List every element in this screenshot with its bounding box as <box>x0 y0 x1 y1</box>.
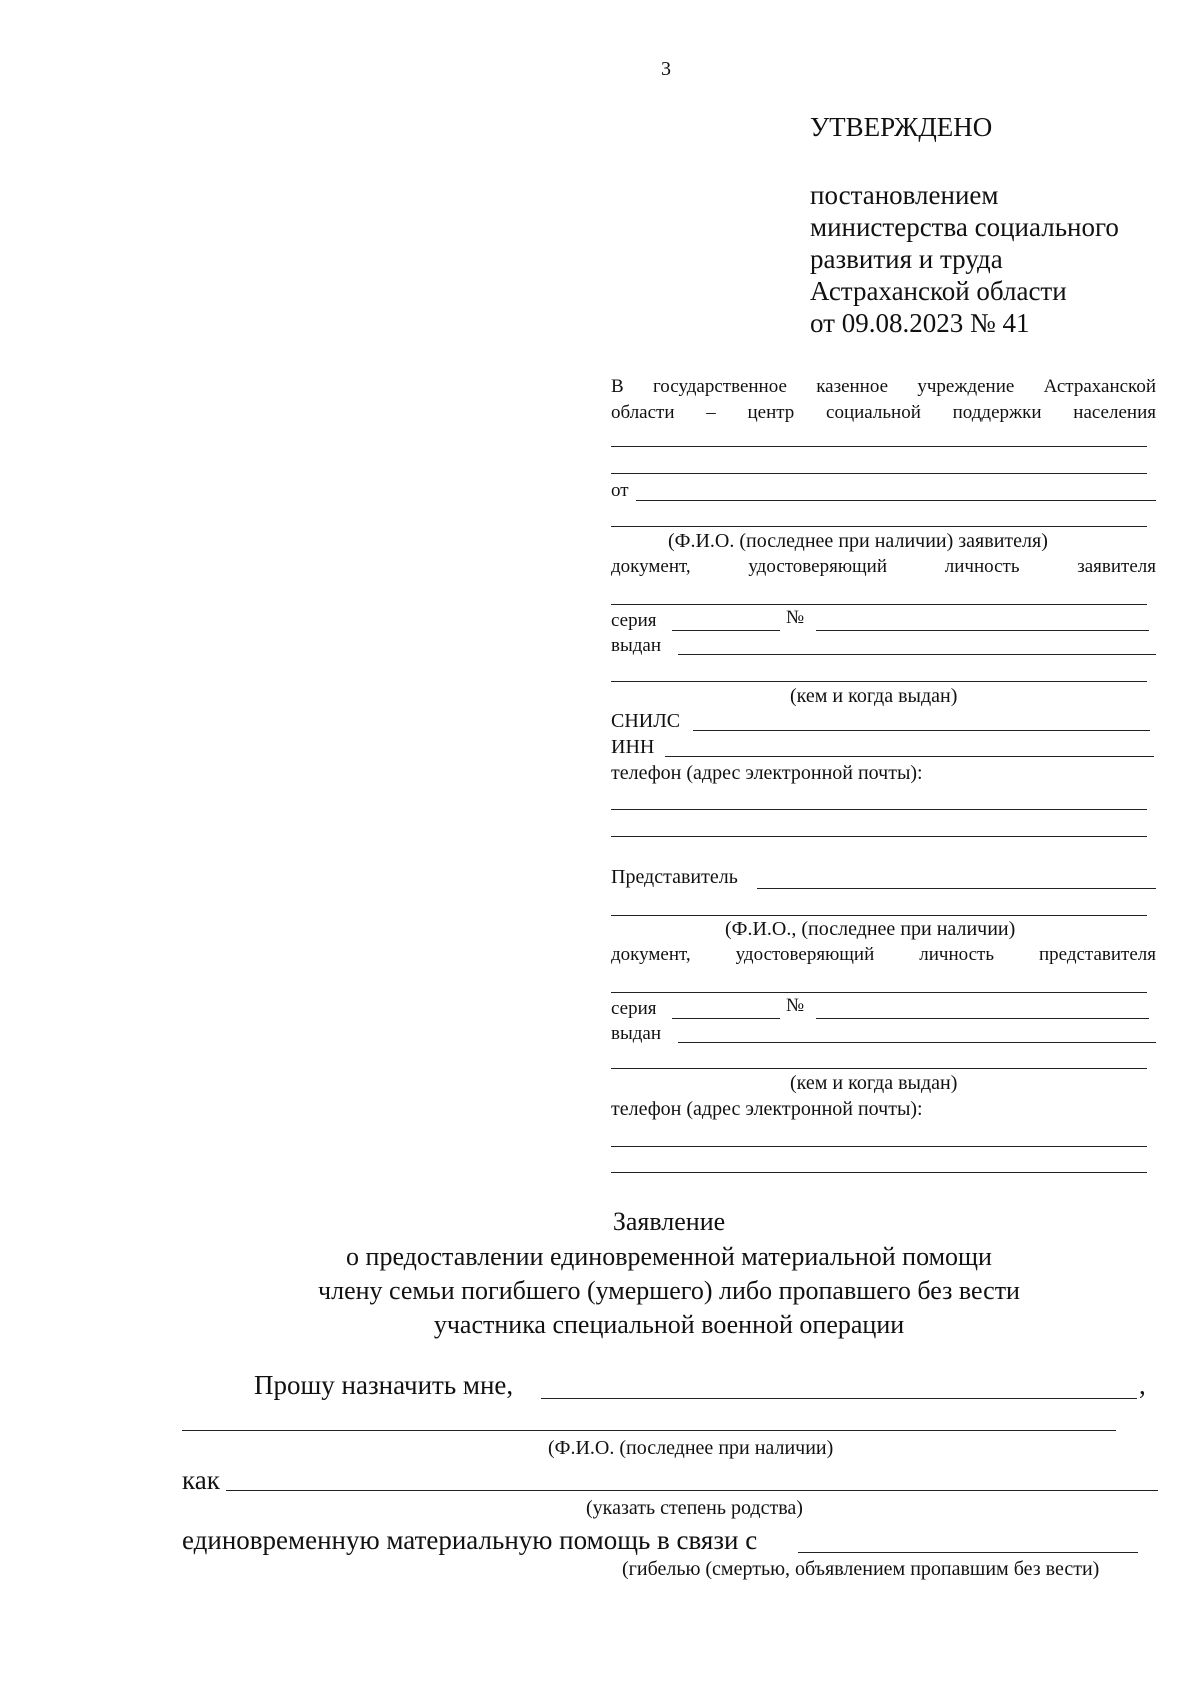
applicant-series-field[interactable] <box>672 630 780 631</box>
representative-series-label: серия <box>611 998 657 1019</box>
snils-field[interactable] <box>693 730 1150 731</box>
approval-date: от 09.08.2023 № 41 <box>810 308 1030 338</box>
representative-issued-caption: (кем и когда выдан) <box>790 1072 958 1094</box>
representative-series-field[interactable] <box>672 1018 780 1019</box>
applicant-fio-caption: (Ф.И.О. (последнее при наличии) заявителя) <box>668 530 1048 552</box>
applicant-issued-label: выдан <box>611 635 662 656</box>
representative-fio-field[interactable] <box>757 888 1156 889</box>
as-label: как <box>182 1465 220 1495</box>
page-number: 3 <box>661 58 671 80</box>
representative-phone-field[interactable] <box>611 1146 1147 1147</box>
relation-field[interactable] <box>226 1490 1158 1491</box>
representative-fio-caption: (Ф.И.О., (последнее при наличии) <box>725 918 1016 940</box>
applicant-phone-field[interactable] <box>611 836 1147 837</box>
statement-subtitle-line: участника специальной военной операции <box>433 1310 905 1339</box>
addressee-institution-line1: В государственное казенное учреждение Астраханской <box>611 376 1156 397</box>
representative-document-label: документ, удостоверяющий личность представителя <box>611 944 1156 965</box>
applicant-number-field[interactable] <box>816 630 1149 631</box>
approval-line: постановлением <box>810 180 999 210</box>
request-text: Прошу назначить мне, <box>254 1370 514 1400</box>
applicant-number-label: № <box>786 607 805 628</box>
applicant-phone-field[interactable] <box>611 809 1147 810</box>
representative-fio-field[interactable] <box>611 915 1147 916</box>
approval-line: министерства социального <box>810 212 1119 242</box>
reason-field[interactable] <box>798 1552 1138 1553</box>
from-label: от <box>611 480 629 501</box>
applicant-fio-field[interactable] <box>636 500 1156 501</box>
representative-issued-label: выдан <box>611 1023 662 1044</box>
approval-title: УТВЕРЖДЕНО <box>810 112 993 142</box>
representative-issued-field[interactable] <box>611 1068 1147 1069</box>
applicant-issued-field[interactable] <box>678 654 1156 655</box>
inn-field[interactable] <box>665 756 1154 757</box>
applicant-document-field[interactable] <box>611 604 1147 605</box>
institution-blank-line[interactable] <box>611 446 1147 447</box>
inn-label: ИНН <box>611 736 655 758</box>
representative-phone-label: телефон (адрес электронной почты): <box>611 1098 923 1120</box>
representative-number-label: № <box>786 995 805 1016</box>
addressee-institution-line2: области – центр социальной поддержки населения <box>611 402 1156 423</box>
applicant-fio-field[interactable] <box>611 526 1147 527</box>
help-text: единовременную материальную помощь в связи с <box>182 1525 758 1555</box>
applicant-issued-field[interactable] <box>611 681 1147 682</box>
request-fio-field[interactable] <box>541 1398 1137 1399</box>
request-fio-caption: (Ф.И.О. (последнее при наличии) <box>548 1437 834 1459</box>
relation-caption: (указать степень родства) <box>586 1497 803 1519</box>
applicant-document-label: документ, удостоверяющий личность заявителя <box>611 556 1156 577</box>
snils-label: СНИЛС <box>611 710 681 732</box>
applicant-issued-caption: (кем и когда выдан) <box>790 685 958 707</box>
representative-document-field[interactable] <box>611 992 1147 993</box>
representative-number-field[interactable] <box>816 1018 1149 1019</box>
request-fio-field[interactable] <box>182 1430 1116 1431</box>
approval-line: развития и труда <box>810 244 1003 274</box>
representative-phone-field[interactable] <box>611 1172 1147 1173</box>
reason-caption: (гибелью (смертью, объявлением пропавшим без вести) <box>622 1558 1100 1580</box>
applicant-phone-label: телефон (адрес электронной почты): <box>611 762 923 784</box>
representative-label: Представитель <box>611 866 738 888</box>
statement-subtitle-line: члену семьи погибшего (умершего) либо пропавшего без вести <box>318 1276 1020 1305</box>
statement-subtitle-line: о предоставлении единовременной материальной помощи <box>346 1242 992 1271</box>
request-comma: , <box>1139 1370 1146 1400</box>
approval-line: Астраханской области <box>810 276 1067 306</box>
representative-issued-field[interactable] <box>678 1042 1156 1043</box>
institution-blank-line[interactable] <box>611 473 1147 474</box>
statement-title: Заявление <box>612 1207 726 1236</box>
applicant-series-label: серия <box>611 610 657 631</box>
